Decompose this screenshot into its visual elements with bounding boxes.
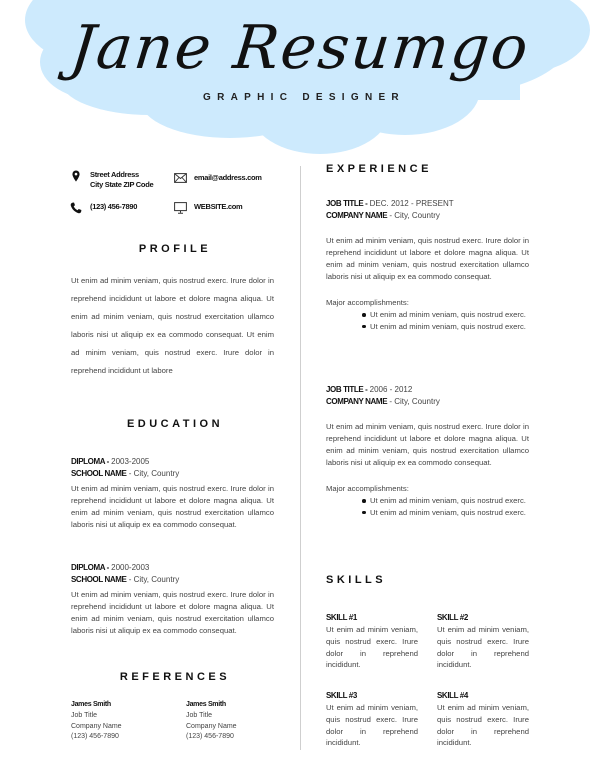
school-location: - City, Country: [126, 575, 180, 584]
email-link[interactable]: email@address.com: [194, 173, 262, 182]
accomplishments-list: [362, 495, 529, 518]
reference-company: Company Name: [186, 722, 237, 730]
experience-entry-2-title: [326, 384, 536, 408]
company-location: - City, Country: [387, 211, 440, 220]
education-entry-2-text: Ut enim ad minim veniam, quis nostrud exerc. Irure dolor in reprehend incididunt ut labore et dolore magna aliqua. Ut enim ad minim veniam, quis nostrud exercitation ullamco laboris nisi ut aliquip ex ea commodo consequat.: [71, 590, 274, 635]
contact-address: [70, 170, 153, 190]
skill-description: Ut enim ad minim veniam, quis nostrud exerc. Irure dolor in reprehend incididunt.: [437, 625, 529, 670]
contact-email[interactable]: [174, 173, 262, 185]
profile-text: Ut enim ad minim veniam, quis nostrud exerc. Irure dolor in reprehend incididunt ut labore et dolore magna aliqua. Ut enim ad minim veniam, quis nostrud exercitation ullamco laboris nisi ut aliquip ex ea commodo consequat. Ut enim ad minim veniam, quis nostrud exerc. Irure dolor in reprehend incididunt ut labore: [71, 276, 274, 375]
website-link[interactable]: WEBSITE.com: [194, 202, 243, 211]
skill-description: Ut enim ad minim veniam, quis nostrud exerc. Irure dolor in reprehend incididunt.: [326, 625, 418, 670]
experience-entry-2-text: Ut enim ad minim veniam, quis nostrud exerc. Irure dolor in reprehend incididunt ut labore et dolore magna aliqua. Ut enim ad minim veniam, quis nostrud exercitation ullamco laboris nisi ut aliquip ex ea commodo consequat.: [326, 422, 529, 467]
envelope-icon: [174, 173, 188, 185]
education-entry-1-text: Ut enim ad minim veniam, quis nostrud exerc. Irure dolor in reprehend incididunt ut labore et dolore magna aliqua. Ut enim ad minim veniam, quis nostrud exercitation ullamco laboris nisi ut aliquip ex ea commodo consequat.: [71, 484, 274, 529]
company-name: COMPANY NAME: [326, 397, 388, 406]
job-dates: DEC. 2012 - PRESENT: [367, 199, 454, 208]
skill-description: Ut enim ad minim veniam, quis nostrud exerc. Irure dolor in reprehend incididunt.: [437, 703, 529, 748]
column-divider: [300, 166, 301, 750]
company-location: - City, Country: [387, 397, 440, 406]
candidate-title: GRAPHIC DESIGNER: [203, 92, 405, 103]
reference-job-title: Job Title: [186, 711, 213, 719]
school-name: SCHOOL NAME: [71, 575, 127, 584]
accomplishments-label: Major accomplishments:: [326, 484, 409, 493]
education-entry-2-title: [71, 562, 281, 586]
monitor-icon: [174, 202, 188, 214]
reference-name: James Smith: [186, 701, 226, 708]
experience-heading: EXPERIENCE: [326, 163, 432, 175]
skill-item: [437, 612, 529, 671]
education-heading: EDUCATION: [126, 418, 224, 430]
job-dates: 2006 - 2012: [367, 385, 413, 394]
skill-title: SKILL #4: [437, 691, 468, 700]
reference-item: [186, 700, 296, 743]
reference-job-title: Job Title: [71, 711, 98, 719]
skill-item: [326, 690, 418, 749]
diploma-label: DIPLOMA -: [71, 457, 109, 466]
skill-title: SKILL #1: [326, 613, 357, 622]
accomplishments-label: Major accomplishments:: [326, 298, 409, 307]
profile-heading: PROFILE: [138, 243, 212, 255]
address-line-2: City State ZIP Code: [90, 180, 154, 189]
experience-entry-1-text: Ut enim ad minim veniam, quis nostrud exerc. Irure dolor in reprehend incididunt ut labore et dolore magna aliqua. Ut enim ad minim veniam, quis nostrud exercitation ullamco laboris nisi ut aliquip ex ea commodo consequat.: [326, 236, 529, 281]
skill-description: Ut enim ad minim veniam, quis nostrud exerc. Irure dolor in reprehend incididunt.: [326, 703, 418, 748]
diploma-label: DIPLOMA -: [71, 563, 109, 572]
accomplishment-item: Ut enim ad minim veniam, quis nostrud exerc.: [362, 309, 529, 321]
company-name: COMPANY NAME: [326, 211, 388, 220]
diploma-years: 2003-2005: [108, 457, 150, 466]
accomplishment-item: Ut enim ad minim veniam, quis nostrud exerc.: [362, 495, 529, 507]
accomplishment-item: Ut enim ad minim veniam, quis nostrud exerc.: [362, 321, 529, 333]
reference-company: Company Name: [71, 722, 122, 730]
reference-item: [71, 700, 181, 743]
school-location: - City, Country: [126, 469, 180, 478]
phone-number: (123) 456-7890: [90, 202, 138, 211]
contact-website[interactable]: [174, 202, 242, 214]
skill-item: [437, 690, 529, 749]
experience-entry-1-title: [326, 198, 536, 222]
education-entry-1-title: [71, 456, 281, 480]
school-name: SCHOOL NAME: [71, 469, 127, 478]
candidate-name: Jane Resumgo: [67, 13, 533, 83]
skills-heading: SKILLS: [326, 574, 387, 586]
reference-phone: (123) 456-7890: [186, 733, 234, 741]
accomplishment-item: Ut enim ad minim veniam, quis nostrud exerc.: [362, 507, 529, 519]
accomplishments-list: [362, 309, 529, 332]
map-pin-icon: [70, 170, 84, 182]
job-title: JOB TITLE -: [326, 199, 368, 208]
skill-item: [326, 612, 418, 671]
reference-name: James Smith: [71, 701, 111, 708]
address-line-1: Street Address: [90, 170, 139, 179]
job-title: JOB TITLE -: [326, 385, 368, 394]
contact-phone: [70, 202, 137, 214]
diploma-years: 2000-2003: [108, 563, 150, 572]
skill-title: SKILL #2: [437, 613, 468, 622]
references-heading: REFERENCES: [119, 671, 231, 683]
skill-title: SKILL #3: [326, 691, 357, 700]
phone-icon: [70, 202, 84, 214]
reference-phone: (123) 456-7890: [71, 733, 119, 741]
